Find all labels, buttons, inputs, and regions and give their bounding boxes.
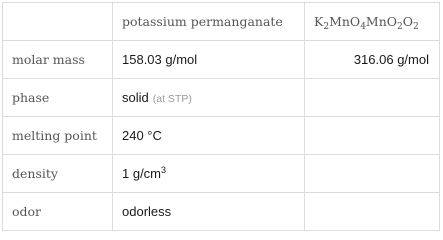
phase-note: (at STP): [152, 93, 192, 105]
row-label-odor: odor: [3, 193, 113, 231]
table-row: [3, 193, 440, 231]
header-empty-cell: [3, 3, 113, 41]
row-label-melting-point: melting point: [3, 117, 113, 155]
header-potassium-permanganate: potassium permanganate: [113, 3, 305, 41]
phase-formula-value: [305, 79, 440, 117]
odor-formula-value: [305, 193, 440, 231]
table-row: [3, 79, 440, 117]
table-row: [3, 117, 440, 155]
header-formula: $K_2MnO_4MnO_2O_2$: [305, 3, 440, 41]
header-row: [3, 3, 440, 41]
phase-value: [113, 79, 305, 117]
properties-table: [2, 2, 440, 231]
density-formula-value: [305, 155, 440, 193]
row-label-phase: phase: [3, 79, 113, 117]
table-row: [3, 41, 440, 79]
density-value: [113, 155, 305, 193]
melting-point-value: 240 °C: [113, 117, 305, 155]
phase-text: solid: [122, 90, 149, 105]
row-label-density: density: [3, 155, 113, 193]
odor-value: odorless: [113, 193, 305, 231]
row-label-molar-mass: molar mass: [3, 41, 113, 79]
table-row: [3, 155, 440, 193]
density-exponent: 3: [161, 165, 167, 175]
density-text: 1 g/cm: [122, 166, 162, 181]
molar-mass-formula-value: 316.06 g/mol: [305, 41, 440, 79]
molar-mass-value: 158.03 g/mol: [113, 41, 305, 79]
melting-point-formula-value: [305, 117, 440, 155]
